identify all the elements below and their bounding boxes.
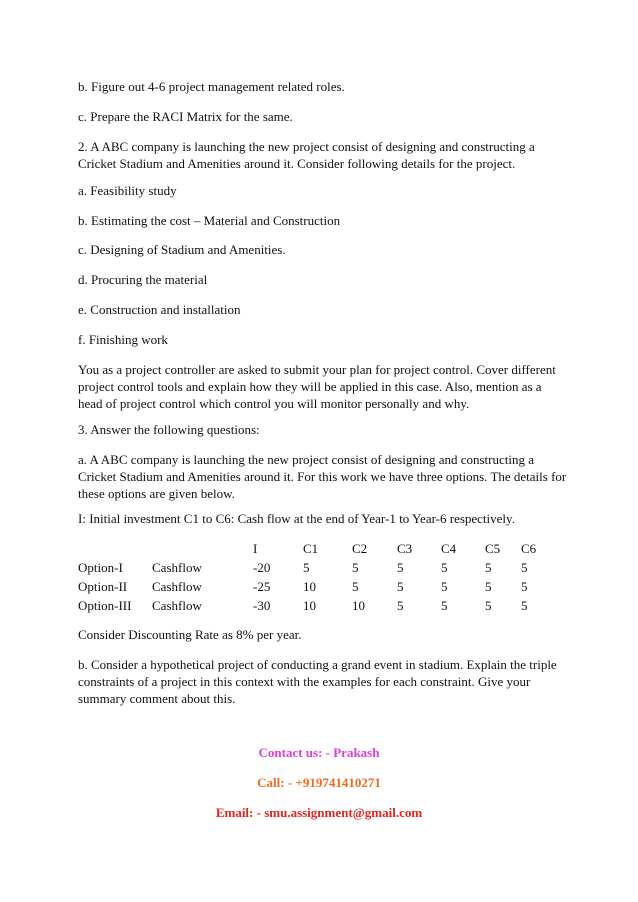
table-cell: 5 <box>521 559 528 575</box>
table-cell: Cashflow <box>152 578 202 594</box>
header-cell: C4 <box>441 540 457 556</box>
header-cell: C2 <box>352 540 368 556</box>
table-cell: 5 <box>485 578 492 594</box>
item-b: b. Estimating the cost – Material and Construction <box>78 213 341 228</box>
question-2-intro: 2. A ABC company is launching the new project consist of designing and constructing a Cricket Stadium and Amenities around it. Consider following details for the project. <box>78 139 535 171</box>
table-cell: 5 <box>352 559 359 575</box>
project-control-task: You as a project controller are asked to submit your plan for project control. Cover different project control tools and explain how they will be applied in this case. Also, mention as a head of project control which control you will monitor personally and why. <box>78 362 556 411</box>
table-cell: 5 <box>441 597 448 613</box>
table-cell: 5 <box>397 578 404 594</box>
table-cell: -30 <box>253 597 271 613</box>
table-row <box>78 558 561 577</box>
header-cell <box>152 539 253 558</box>
item-c: c. Designing of Stadium and Amenities. <box>78 242 286 257</box>
table-cell: Cashflow <box>152 559 202 575</box>
call-line: Call: - +919741410271 <box>257 775 381 790</box>
table-cell: 10 <box>303 597 316 613</box>
table-cell: 5 <box>352 578 359 594</box>
table-cell: -25 <box>253 578 271 594</box>
header-cell: C3 <box>397 540 413 556</box>
table-cell: 5 <box>397 559 404 575</box>
table-cell: 5 <box>521 578 528 594</box>
question-3-heading: 3. Answer the following questions: <box>78 422 260 437</box>
header-cell <box>78 539 152 558</box>
table-cell: 5 <box>441 578 448 594</box>
table-cell: 10 <box>303 578 316 594</box>
table-cell: -20 <box>253 559 271 575</box>
header-cell: C1 <box>303 540 319 556</box>
item-e: e. Construction and installation <box>78 302 241 317</box>
header-cell: C6 <box>521 540 537 556</box>
item-d: d. Procuring the material <box>78 272 208 287</box>
question-3b: b. Consider a hypothetical project of conducting a grand event in stadium. Explain the triple constraints of a project in this context with the examples for each constraint. Give your summary comment about this. <box>78 657 557 706</box>
table-cell: 5 <box>441 559 448 575</box>
header-cell: C5 <box>485 540 501 556</box>
table-cell: 5 <box>521 597 528 613</box>
cashflow-table <box>78 539 561 615</box>
table-row <box>78 577 561 596</box>
item-f: f. Finishing work <box>78 332 168 347</box>
contact-line: Contact us: - Prakash <box>258 745 380 760</box>
discount-rate-note: Consider Discounting Rate as 8% per year. <box>78 627 302 642</box>
table-cell: 5 <box>303 559 310 575</box>
legend-note: I: Initial investment C1 to C6: Cash flow at the end of Year-1 to Year-6 respectively. <box>78 511 515 526</box>
item-a: a. Feasibility study <box>78 183 177 198</box>
email-line: Email: - smu.assignment@gmail.com <box>215 805 423 820</box>
table-cell: Cashflow <box>152 597 202 613</box>
table-header-row <box>78 539 561 558</box>
table-cell: 5 <box>485 597 492 613</box>
table-row <box>78 596 561 615</box>
header-cell: I <box>253 540 258 556</box>
table-cell: 10 <box>352 597 365 613</box>
question-1c: c. Prepare the RACI Matrix for the same. <box>78 109 293 124</box>
question-1b: b. Figure out 4-6 project management related roles. <box>78 79 345 94</box>
table-cell: 5 <box>485 559 492 575</box>
table-cell: Option-II <box>78 578 128 594</box>
table-cell: Option-I <box>78 559 123 575</box>
table-cell: Option-III <box>78 597 132 613</box>
question-3a: a. A ABC company is launching the new project consist of designing and constructing a Cricket Stadium and Amenities around it. For this work we have three options. The details for these options are given below. <box>78 452 567 501</box>
table-cell: 5 <box>397 597 404 613</box>
